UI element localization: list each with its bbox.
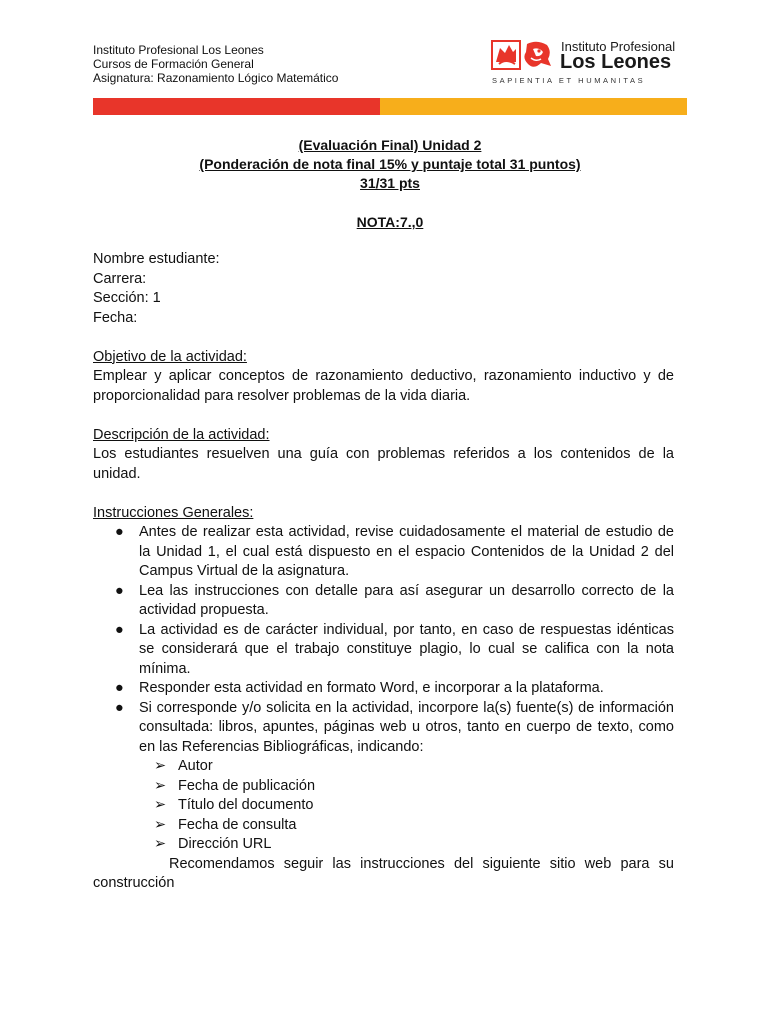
sub-item-text: Fecha de publicación	[178, 777, 316, 794]
sub-item-text: Autor	[178, 758, 213, 774]
list-item	[93, 582, 674, 621]
arrow-bullet-icon: ➢	[154, 777, 167, 794]
bullet-icon: ●	[115, 621, 124, 638]
sub-item-text: Dirección URL	[178, 836, 272, 852]
list-item	[93, 523, 674, 582]
sub-item-text: Título del documento	[178, 797, 314, 813]
bullet-icon: ●	[115, 524, 124, 540]
list-item-text: Responder esta actividad en formato Word, e incorporar a la plataforma.	[139, 680, 604, 696]
institution-header	[93, 43, 338, 85]
list-item	[93, 699, 674, 758]
bullet-icon: ●	[115, 582, 124, 599]
evaluation-title	[93, 136, 687, 193]
field-date: Fecha:	[93, 309, 138, 326]
title-line-2: (Ponderación de nota final 15% y puntaje total 31 puntos)	[199, 156, 581, 172]
sub-list-item	[93, 796, 674, 816]
arrow-bullet-icon: ➢	[154, 836, 167, 852]
grade-block	[93, 213, 687, 232]
instructions-heading: Instrucciones Generales:	[93, 504, 254, 521]
list-item-text: La actividad es de carácter individual, por tanto, en caso de respuestas idénticas se considerará que el trabajo constituye plagio, lo cual se califica con la nota mínima.	[139, 621, 674, 677]
course-type: Cursos de Formación General	[93, 57, 254, 71]
arrow-bullet-icon: ➢	[154, 758, 167, 774]
reference-fields-list	[93, 757, 674, 855]
sub-list-item	[93, 777, 674, 797]
objective-text: Emplear y aplicar conceptos de razonamiento deductivo, razonamiento inductivo y de proporcionalidad para resolver problemas de la vida diaria.	[93, 368, 674, 404]
list-item-text: Antes de realizar esta actividad, revise cuidadosamente el material de estudio de la Unidad 1, el cual está dispuesto en el espacio Contenidos de la Unidad 2 del Campus Virtual de la asignatura.	[139, 524, 674, 579]
bullet-icon: ●	[115, 680, 124, 696]
field-student-name: Nombre estudiante:	[93, 251, 220, 267]
grade-line: NOTA:7.,0	[356, 214, 424, 230]
header-bar-red	[93, 98, 380, 115]
bullet-icon: ●	[115, 699, 124, 716]
list-item-text: Lea las instrucciones con detalle para así asegurar un desarrollo correcto de la actividad propuesta.	[139, 582, 674, 618]
objective-heading: Objetivo de la actividad:	[93, 348, 247, 365]
institution-name: Instituto Profesional Los Leones	[93, 43, 264, 57]
list-item	[93, 679, 674, 699]
document-body	[93, 250, 674, 894]
header-bar-yellow	[380, 98, 687, 115]
description-text: Los estudiantes resuelven una guía con problemas referidos a los contenidos de la unidad.	[93, 446, 674, 482]
sub-list-item	[93, 757, 674, 777]
arrow-bullet-icon: ➢	[154, 797, 167, 813]
arrow-bullet-icon: ➢	[154, 816, 167, 833]
list-item-text: Si corresponde y/o solicita en la actividad, incorpore la(s) fuente(s) de información consultada: libros, apuntes, páginas web u otros, tanto en cuerpo de texto, como en las Referencias Bibliográficas, indicando:	[139, 699, 674, 755]
sub-item-text: Fecha de consulta	[178, 816, 297, 833]
logo-motto: SAPIENTIA ET HUMANITAS	[492, 76, 646, 85]
logo-text-top: Instituto Profesional	[561, 39, 676, 54]
score-line: 31/31 pts	[360, 175, 420, 191]
description-heading: Descripción de la actividad:	[93, 426, 270, 443]
subject-line: Asignatura: Razonamiento Lógico Matemático	[93, 71, 339, 85]
instructions-list	[93, 523, 674, 757]
sub-list-item	[93, 816, 674, 836]
field-section: Sección: 1	[93, 290, 161, 306]
lion-logo-icon	[491, 40, 553, 72]
field-career: Carrera:	[93, 270, 147, 287]
sub-list-item	[93, 835, 674, 855]
closing-paragraph: Recomendamos seguir las instrucciones del siguiente sitio web para su construcción	[93, 855, 674, 891]
title-line-1: (Evaluación Final) Unidad 2	[298, 137, 482, 153]
list-item	[93, 621, 674, 680]
institution-logo	[491, 40, 687, 86]
logo-text-main: Los Leones	[560, 51, 672, 73]
